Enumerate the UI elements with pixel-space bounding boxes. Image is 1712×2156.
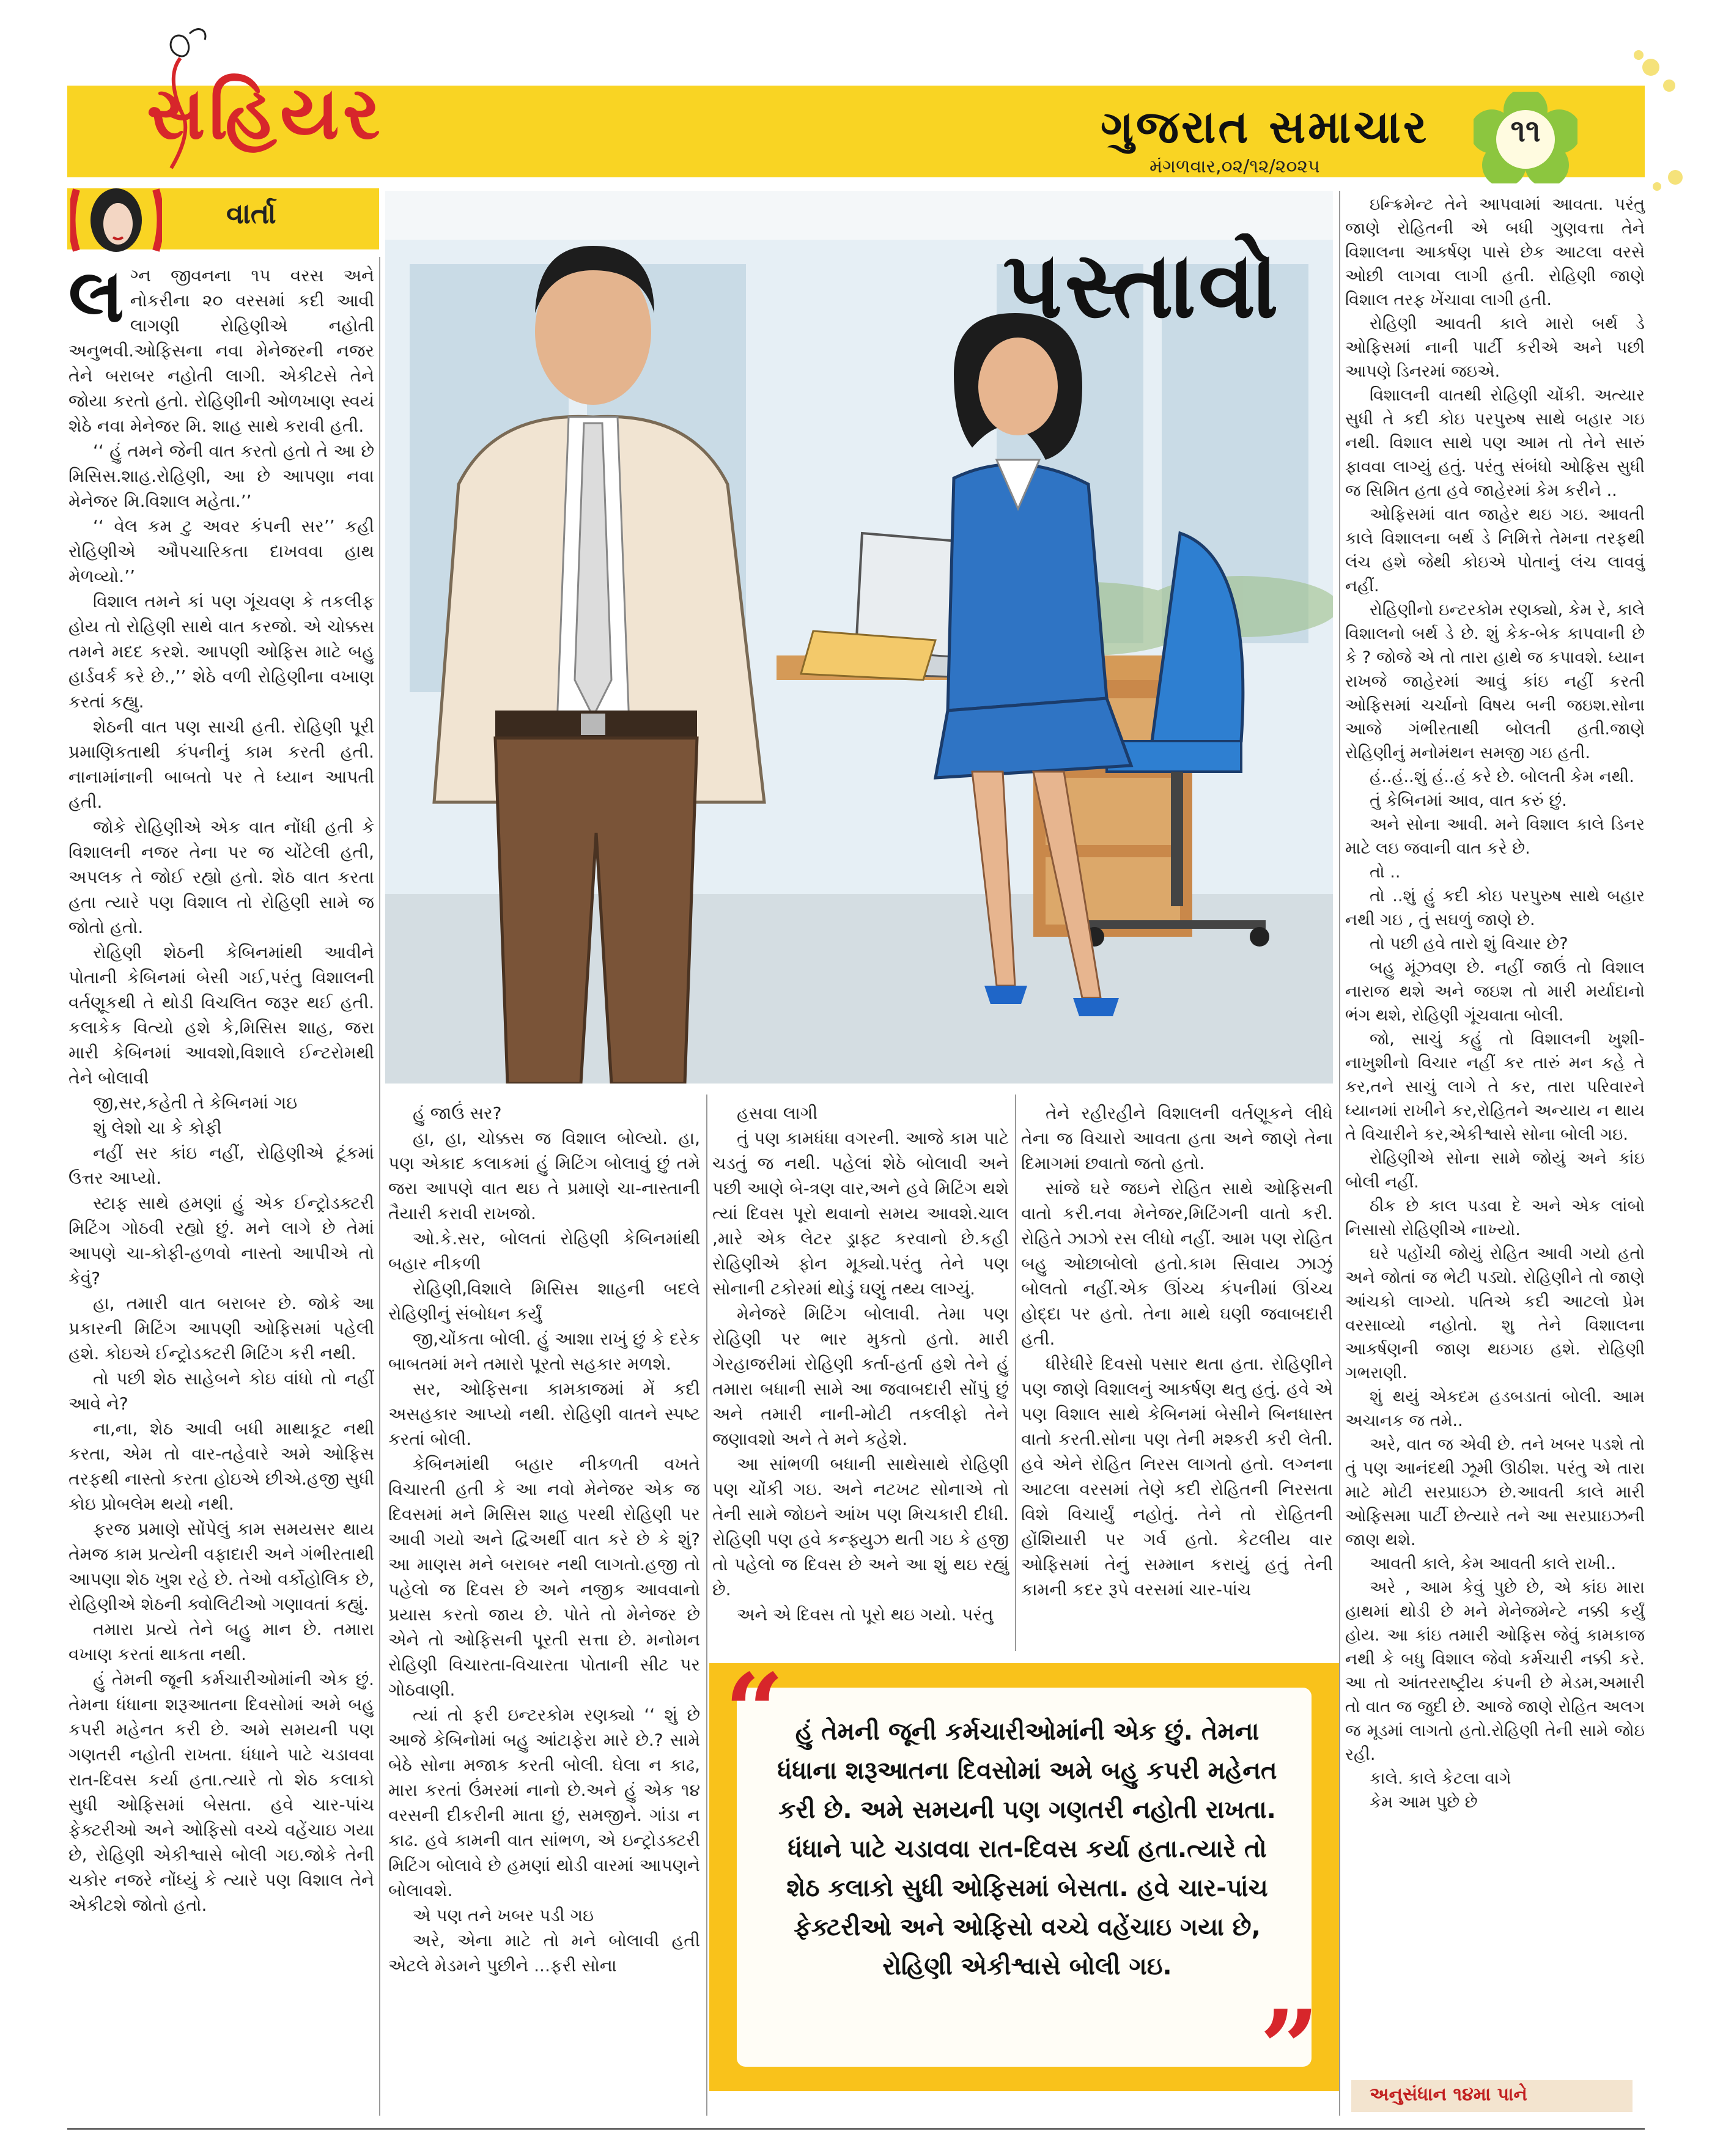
paragraph: સાંજે ઘરે જઇને રોહિત સાથે ઓફિસની વાતો કરી.નવા મેનેજર,મિટિંગની વાતો કરી. રોહિતે ઝાઝો રસ લીધો નહીં. આમ પણ રોહિત બહુ ઓછાબોલો હતો.કામ સિવાય ઝાઝું બોલતો નહીં.એક ઊંચ્ચ કંપનીમાં ઊંચ્ચ હોદ્દા પર હતો. તેના માથે ઘણી જવાબદારી હતી. xyxy=(1021,1178,1333,1349)
paragraph: અને એ દિવસ તો પૂરો થઇ ગયો. પરંતુ xyxy=(737,1604,994,1625)
paragraph: અને સોના આવી. મને વિશાલ કાલે ડિનર માટે લઇ જવાની વાત કરે છે. xyxy=(1345,815,1645,858)
column-divider xyxy=(379,257,380,2116)
paragraph: તેને રહીરહીને વિશાલની વર્તણૂકને લીધે તેના જ વિચારો આવતા હતા અને જાણે તેના દિમાગમાં છવાતો જતો હતો. xyxy=(1021,1103,1333,1173)
paragraph: કાલે. કાલે કેટલા વાગે xyxy=(1370,1769,1511,1788)
paragraph: ધીરેધીરે દિવસો પસાર થતા હતા. રોહિણીને પણ જાણે વિશાલનું આકર્ષણ થતુ હતું. હવે એ પણ વિશાલ સાથે કેબિનમાં બેસીને બિનધાસ્ત વાતો કરતી.સોના પણ તેની મશ્કરી કરી લેતી. હવે એને રોહિત નિરસ લાગતો હતો. લગ્નના આટલા વરસમાં તેણે કદી રોહિતની નિરસતા વિશે વિચાર્યું નહોતું. તેને તો રોહિતની હોંશિયારી પર ગર્વ હતો. કેટલીય વાર ઓફિસમાં તેનું સમ્માન કરાયું હતું તેની કામની કદર રૂપે વરસમાં ચાર-પાંચ xyxy=(1021,1354,1333,1600)
paragraph: હં..હં..શું હં..હં કરે છે. બોલતી કેમ નથી. xyxy=(1370,767,1634,786)
paragraph: બહુ મૂંઝવણ છે. નહીં જાઉં તો વિશાલ નારાજ થશે અને જઇશ તો મારી મર્યાદાનો ભંગ થશે, રોહિણી ગૂંચવાતા બોલી. xyxy=(1345,958,1645,1025)
paragraph: તું કેબિનમાં આવ, વાત કરું છું. xyxy=(1370,791,1567,810)
story-title: પસ્તાવો xyxy=(1003,232,1281,339)
paragraph: અરે, વાત જ એવી છે. તને ખબર પડશે તો તું પણ આનંદથી ઝૂમી ઊઠીશ. પરંતુ એ તારા માટે મોટી સરપ્રાઇઝ છે.આવતી કાલે મારી ઓફિસમા પાર્ટી છેત્યારે તને આ સરપ્રાઇઝની જાણ થશે. xyxy=(1345,1435,1645,1549)
pull-quote-text: હું તેમની જૂની કર્મચારીઓમાંની એક છું. તેમના ધંધાના શરૂઆતના દિવસોમાં અમે બહુ કપરી મહેનત કરી છે. અમે સમયની પણ ગણતરી નહોતી રાખતા. ધંધાને પાટે ચડાવવા રાત-દિવસ કર્યા હતા.ત્યારે તો શેઠ કલાકો સુધી ઓફિસમાં બેસતા. હવે ચાર-પાંચ ફેક્ટરીઓ અને ઓફિસો વચ્ચે વહેંચાઇ ગયા છે, રોહિણી એકીશ્વાસે બોલી ગઇ. xyxy=(777,1718,1277,1981)
column-divider xyxy=(1339,191,1340,2116)
newspaper-name: ગુજરાત સમાચાર xyxy=(1101,101,1430,153)
paragraph: ના,ના, શેઠ આવી બધી માથાકૂટ નથી કરતા, એમ તો વાર-તહેવારે અમે ઓફિસ તરફથી નાસ્તો કરતા હોઇએ છીએ.હજી સુધી કોઇ પ્રોબલેમ થયો નથી. xyxy=(68,1419,374,1514)
paragraph: કેબિનમાંથી બહાર નીકળતી વખતે વિચારતી હતી કે આ નવો મેનેજર એક જ દિવસમાં મને મિસિસ શાહ પરથી રોહિણી પર આવી ગયો અને દ્વિઅર્થી વાત કરે છે કે શું? આ માણસ મને બરાબર નથી લાગતો.હજી તો પહેલો જ દિવસ છે અને નજીક આવવાનો પ્રયાસ કરતો જાય છે. પોતે તો મેનેજર છે એને તો ઓફિસની પૂરતી સત્તા છે. મનોમન રોહિણી વિચારતા-વિચારતા પોતાની સીટ પર ગોઠવાણી. xyxy=(388,1454,700,1700)
paragraph: ઠીક છે કાલ પડવા દે અને એક લાંબો નિસાસો રોહિણીએ નાખ્યો. xyxy=(1345,1197,1645,1239)
paragraph: આ સાંભળી બધાની સાથેસાથે રોહિણી પણ ચોંકી ગઇ. અને નટખટ સોનાએ તો તેની સામે જોઇને આંખ પણ મિચકારી દીધી. રોહિણી પણ હવે કન્ફ્યુઝ થતી ગઇ કે હજી તો પહેલો જ દિવસ છે અને આ શું થઇ રહ્યું છે. xyxy=(712,1454,1009,1600)
paragraph: રોહિણીનો ઇન્ટરકોમ રણક્યો, કેમ રે, કાલે વિશાલનો બર્થ ડે છે. શું કેક-બેક કાપવાની છે કે ? જોજે એ તો તારા હાથે જ કપાવશે. ધ્યાન રાખજે જાહેરમાં આવું કાંઇ નહીં કરતી ઓફિસમાં ચર્ચાનો વિષય બની જઇશ.સોના આજે ગંભીરતાથી બોલતી હતી.જાણે રોહિણીનું મનોમંથન સમજી ગઇ હતી. xyxy=(1345,600,1645,762)
paragraph: ઇન્ક્રિમેન્ટ તેને આપવામાં આવતા. પરંતુ જાણે રોહિતની એ બધી ગુણવત્તા તેને વિશાલના આકર્ષણ પાસે છેક આટલા વરસે ઓછી લાગવા લાગી હતી. રોહિણી જાણે વિશાલ તરફ ખેંચાવા લાગી હતી. xyxy=(1345,195,1645,309)
paragraph: તો પછી શેઠ સાહેબને કોઇ વાંધો તો નહીં આવે ને? xyxy=(68,1368,374,1414)
date-line: મંગળવાર,૦૨/૧૨/૨૦૨૫ xyxy=(1149,156,1320,177)
column-3 xyxy=(712,1101,1009,1627)
column-divider xyxy=(706,1095,707,2116)
paragraph: શેઠની વાત પણ સાચી હતી. રોહિણી પૂરી પ્રમાણિકતાથી કંપનીનું કામ કરતી હતી. નાનામાંનાની બાબતો પર તે ધ્યાન આપતી હતી. xyxy=(68,717,374,812)
dropcap: લ xyxy=(68,253,124,339)
paragraph: કેમ આમ પુછે છે xyxy=(1370,1793,1478,1812)
paragraph: ‘‘ વેલ કમ ટુ અવર કંપની સર’’ કહી રોહિણીએ ઔપચારિકતા દાખવવા હાથ મેળવ્યો.’’ xyxy=(68,516,374,586)
paragraph: હું તેમની જૂની કર્મચારીઓમાંની એક છું. તેમના ધંધાના શરૂઆતના દિવસોમાં અમે બહુ કપરી મહેનત કરી છે. અમે સમયની પણ ગણતરી નહોતી રાખતા. ધંધાને પાટે ચડાવવા રાત-દિવસ કર્યા હતા.ત્યારે તો શેઠ કલાકો સુધી ઓફિસમાં બેસતા. હવે ચાર-પાંચ ફેક્ટરીઓ અને ઓફિસો વચ્ચે વહેંચાઇ ગયા છે, રોહિણી એકીશ્વાસે બોલી ગઇ.જોકે તેની ચકોર નજરે નોંધ્યું કે ત્યારે પણ વિશાલ તેને એકીટશે જોતો હતો. xyxy=(68,1669,374,1915)
section-avatar-icon xyxy=(70,183,162,257)
column-4 xyxy=(1021,1101,1333,1602)
paragraph: ત્યાં તો ફરી ઇન્ટરકોમ રણક્યો ‘‘ શું છે આજે કેબિનોમાં બહુ આંટાફેરા મારે છે.? સામે બેઠે સોના મજાક કરતી બોલી. ઘેલા ન કાઢ, મારા કરતાં ઉંમરમાં નાનો છે.અને હું એક ૧૪ વરસની દીકરીની માતા છું, સમજીને. ગાંડા ન કાઢ. હવે કામની વાત સાંભળ, એ ઇન્ટ્રોડક્ટરી મિટિંગ બોલાવે છે હમણાં થોડી વારમાં આપણને બોલાવશે. xyxy=(388,1705,700,1900)
paragraph: અરે, એના માટે તો મને બોલાવી હતી એટલે મેડમને પુછીને ...ફરી સોના xyxy=(388,1930,700,1976)
paragraph: વિશાલની વાતથી રોહિણી ચોંકી. અત્યાર સુધી તે કદી કોઇ પરપુરુષ સાથે બહાર ગઇ નથી. વિશાલ સાથે પણ આમ તો તેને સારું ફાવવા લાગ્યું હતું. પરંતુ સંબંધો ઓફિસ સુધી જ સિમિત હતા હવે જાહેરમાં કેમ કરીને .. xyxy=(1345,386,1645,500)
paragraph: ઓ.કે.સર, બોલતાં રોહિણી કેબિનમાંથી બહાર નીકળી xyxy=(388,1228,700,1274)
paragraph: રોહિણી આવતી કાલે મારો બર્થ ડે ઓફિસમાં નાની પાર્ટી કરીએ અને પછી આપણે ડિનરમાં જઇએ. xyxy=(1345,314,1645,381)
paragraph: રોહિણી શેઠની કેબિનમાંથી આવીને પોતાની કેબિનમાં બેસી ગઈ,પરંતુ વિશાલની વર્તણૂકથી તે થોડી વિચલિત જરૂર થઈ હતી. કલાકેક વિત્યો હશે કે,મિસિસ શાહ, જરા મારી કેબિનમાં આવશો,વિશાલે ઈન્ટરોમથી તેને બોલાવી xyxy=(68,942,374,1088)
paragraph: અરે , આમ કેવું પુછે છે, એ કાંઇ મારા હાથમાં થોડી છે મને મેનેજમેન્ટે નક્કી કર્યું હોય. આ કાંઇ તમારી ઓફિસ જેવું કામકાજ નથી કે બધુ વિશાલ જેવો કર્મચારી નક્કી કરે. આ તો આંતરરાષ્ટ્રીય કંપની છે મેડમ,અમારી તો વાત જ જુદી છે. આજે જાણે રોહિત અલગ જ મૂડમાં લાગતો હતો.રોહિણી તેની સામે જોઇ રહી. xyxy=(1345,1578,1645,1764)
bottom-rule xyxy=(67,2128,1645,2130)
paragraph: તું પણ કામધંધા વગરની. આજે કામ પાટે ચડતું જ નથી. પહેલાં શેઠે બોલાવી અને પછી આણે બે-ત્રણ વાર,અને હવે મિટિંગ થશે ત્યાં દિવસ પૂરો થવાનો સમય આવશે.ચાલ ,મારે એક લેટર ડ્રાફ્ટ કરવાનો છે.કહી રોહિણીએ ફોન મૂક્યો.પરંતુ તેને પણ સોનાની ટકોરમાં થોડું ઘણું તથ્ય લાગ્યું. xyxy=(712,1128,1009,1299)
close-quote-icon: ” xyxy=(1260,1987,1319,2110)
paragraph: તો પછી હવે તારો શું વિચાર છે? xyxy=(1370,934,1568,953)
brand-logo: સહિયર xyxy=(147,70,384,155)
paragraph: તમારા પ્રત્યે તેને બહુ માન છે. તમારા વખાણ કરતાં થાકતા નથી. xyxy=(68,1619,374,1664)
open-quote-icon: “ xyxy=(725,1651,784,1773)
paragraph: એ પણ તને ખબર પડી ગઇ xyxy=(413,1905,594,1925)
paragraph: હા, હા, ચોક્કસ જ વિશાલ બોલ્યો. હા, પણ એકાદ કલાકમાં હું મિટિંગ બોલાવું છું તમે જરા આપણે વાત થઇ તે પ્રમાણે ચા-નાસ્તાની તૈયારી કરાવી રાખજો. xyxy=(388,1128,700,1224)
paragraph: હું જાઉં સર? xyxy=(413,1103,502,1123)
paragraph: નહીં સર કાંઇ નહીં, રોહિણીએ ટૂંકમાં ઉત્તર આપ્યો. xyxy=(68,1143,374,1188)
column-1 xyxy=(68,253,374,1918)
paragraph: શું થયું એકદમ હડબડાતાં બોલી. આમ અચાનક જ તમે.. xyxy=(1345,1387,1645,1430)
section-label: વાર્તા xyxy=(226,197,276,230)
paragraph: શું લેશો ચા કે કોફી xyxy=(93,1118,222,1138)
paragraph: રોહિણીએ સોના સામે જોયું અને કાંઇ બોલી નહીં. xyxy=(1345,1149,1645,1192)
paragraph: હા, તમારી વાત બરાબર છે. જોકે આ પ્રકારની મિટિંગ આપણી ઓફિસમાં પહેલી હશે. કોઇએ ઈન્ટ્રોડક્ટરી મિટિંગ કરી નથી. xyxy=(68,1293,374,1364)
paragraph: ગ્ન જીવનના ૧૫ વરસ અને નોકરીના ૨૦ વરસમાં કદી આવી લાગણી રોહિણીએ નહોતી અનુભવી.ઓફિસના નવા મેનેજરની નજર તેને બરાબર નહોતી લાગી. એકીટસે તેને જોયા કરતો હતો. રોહિણીની ઓળખાણ સ્વયં શેઠે નવા મેનેજર મિ. શાહ સાથે કરાવી હતી. xyxy=(68,265,374,436)
paragraph: ફરજ પ્રમાણે સોંપેલું કામ સમયસર થાય તેમજ કામ પ્રત્યેની વફાદારી અને ગંભીરતાથી આપણા શેઠ ખુશ રહે છે. તેઓ વર્કોહોલિક છે, રોહિણીએ શેઠની ક્વોલિટીઓ ગણાવતાં કહ્યું. xyxy=(68,1519,374,1614)
paragraph: જી,ચોંકતા બોલી. હું આશા રાખું છું કે દરેક બાબતમાં મને તમારો પૂરતો સહકાર મળશે. xyxy=(388,1329,700,1374)
paragraph: આવતી કાલે, કેમ આવતી કાલે રાખી.. xyxy=(1370,1554,1617,1573)
paragraph: હસવા લાગી xyxy=(737,1103,818,1123)
paragraph: તો .. xyxy=(1370,863,1401,882)
paragraph: સર, ઓફિસના કામકાજમાં મેં કદી અસહકાર આપ્યો નથી. રોહિણી વાતને સ્પષ્ટ કરતાં બોલી. xyxy=(388,1379,700,1449)
paragraph: મેનેજરે મિટિંગ બોલાવી. તેમા પણ રોહિણી પર ભાર મુકતો હતો. મારી ગેરહાજરીમાં રોહિણી કર્તા-હર્તા હશે તેને હું તમારા બધાની સામે આ જવાબદારી સોંપું છું અને તમારી નાની-મોટી તકલીફો તેને જણાવશો અને તે મને કહેશે. xyxy=(712,1304,1009,1449)
page-number: ૧૧ xyxy=(1510,113,1541,149)
paragraph: સ્ટાફ સાથે હમણાં હું એક ઈન્ટ્રોડક્ટરી મિટિંગ ગોઠવી રહ્યો છું. મને લાગે છે તેમાં આપણે ચા-કોફી-હળવો નાસ્તો આપીએ તો કેવું? xyxy=(68,1193,374,1288)
continued-label: અનુસંધાન ૧૪મા પાને xyxy=(1370,2084,1527,2105)
paragraph: જો, સાચું કહું તો વિશાલની ખુશી-નાખુશીનો વિચાર નહીં કર તારું મન કહે તે કર,તને સાચું લાગે તે કર, તારા પરિવારને ધ્યાનમાં રાખીને કર,રોહિતને અન્યાય ન થાય તે વિચારીને કર,એકીશ્વાસે સોના બોલી ગઇ. xyxy=(1345,1030,1645,1144)
paragraph: જી,સર,કહેતી તે કેબિનમાં ગઇ xyxy=(93,1093,298,1113)
paragraph: રોહિણી,વિશાલે મિસિસ શાહની બદલે રોહિણીનું સંબોધન કર્યું xyxy=(388,1279,700,1324)
paragraph: ‘‘ હું તમને જેની વાત કરતો હતો તે આ છે મિસિસ.શાહ.રોહિણી, આ છે આપણા નવા મેનેજર મિ.વિશાલ મહેતા.’’ xyxy=(68,441,374,511)
column-2 xyxy=(388,1101,700,1978)
paragraph: ઓફિસમાં વાત જાહેર થઇ ગઇ. આવતી કાલે વિશાલના બર્થ ડે નિમિત્તે તેમના તરફથી લંચ હશે જેથી કોઇએ પોતાનું લંચ લાવવું નહીં. xyxy=(1345,505,1645,596)
paragraph: તો ..શું હું કદી કોઇ પરપુરુષ સાથે બહાર નથી ગઇ , તું સઘળું જાણે છે. xyxy=(1345,887,1645,929)
paragraph: ઘરે પહોંચી જોયું રોહિત આવી ગયો હતો અને જોતાં જ ભેટી પડ્યો. રોહિણીને તો જાણે આંચકો લાગ્યો. પતિએ કદી આટલો પ્રેમ વરસાવ્યો નહોતો. શુ તેને વિશાલના આકર્ષણની જાણ થઇગઇ હશે. રોહિણી ગભરાણી. xyxy=(1345,1244,1645,1383)
column-5 xyxy=(1345,193,1645,1814)
paragraph: જોકે રોહિણીએ એક વાત નોંધી હતી કે વિશાલની નજર તેના પર જ ચોંટેલી હતી, અપલક તે જોઈ રહ્યો હતો. શેઠ વાત કરતા હતા ત્યારે પણ વિશાલ તો રોહિણી સામે જ જોતો હતો. xyxy=(68,817,374,937)
column-divider xyxy=(1015,1095,1016,1651)
paragraph: વિશાલ તમને કાં પણ ગૂંચવણ કે તકલીફ હોય તો રોહિણી સાથે વાત કરજો. એ ચોક્કસ તમને મદદ કરશે. આપણી ઓફિસ માટે બહુ હાર્ડવર્ક કરે છે.,’’ શેઠે વળી રોહિણીના વખાણ કરતાં કહ્યુ. xyxy=(68,591,374,712)
